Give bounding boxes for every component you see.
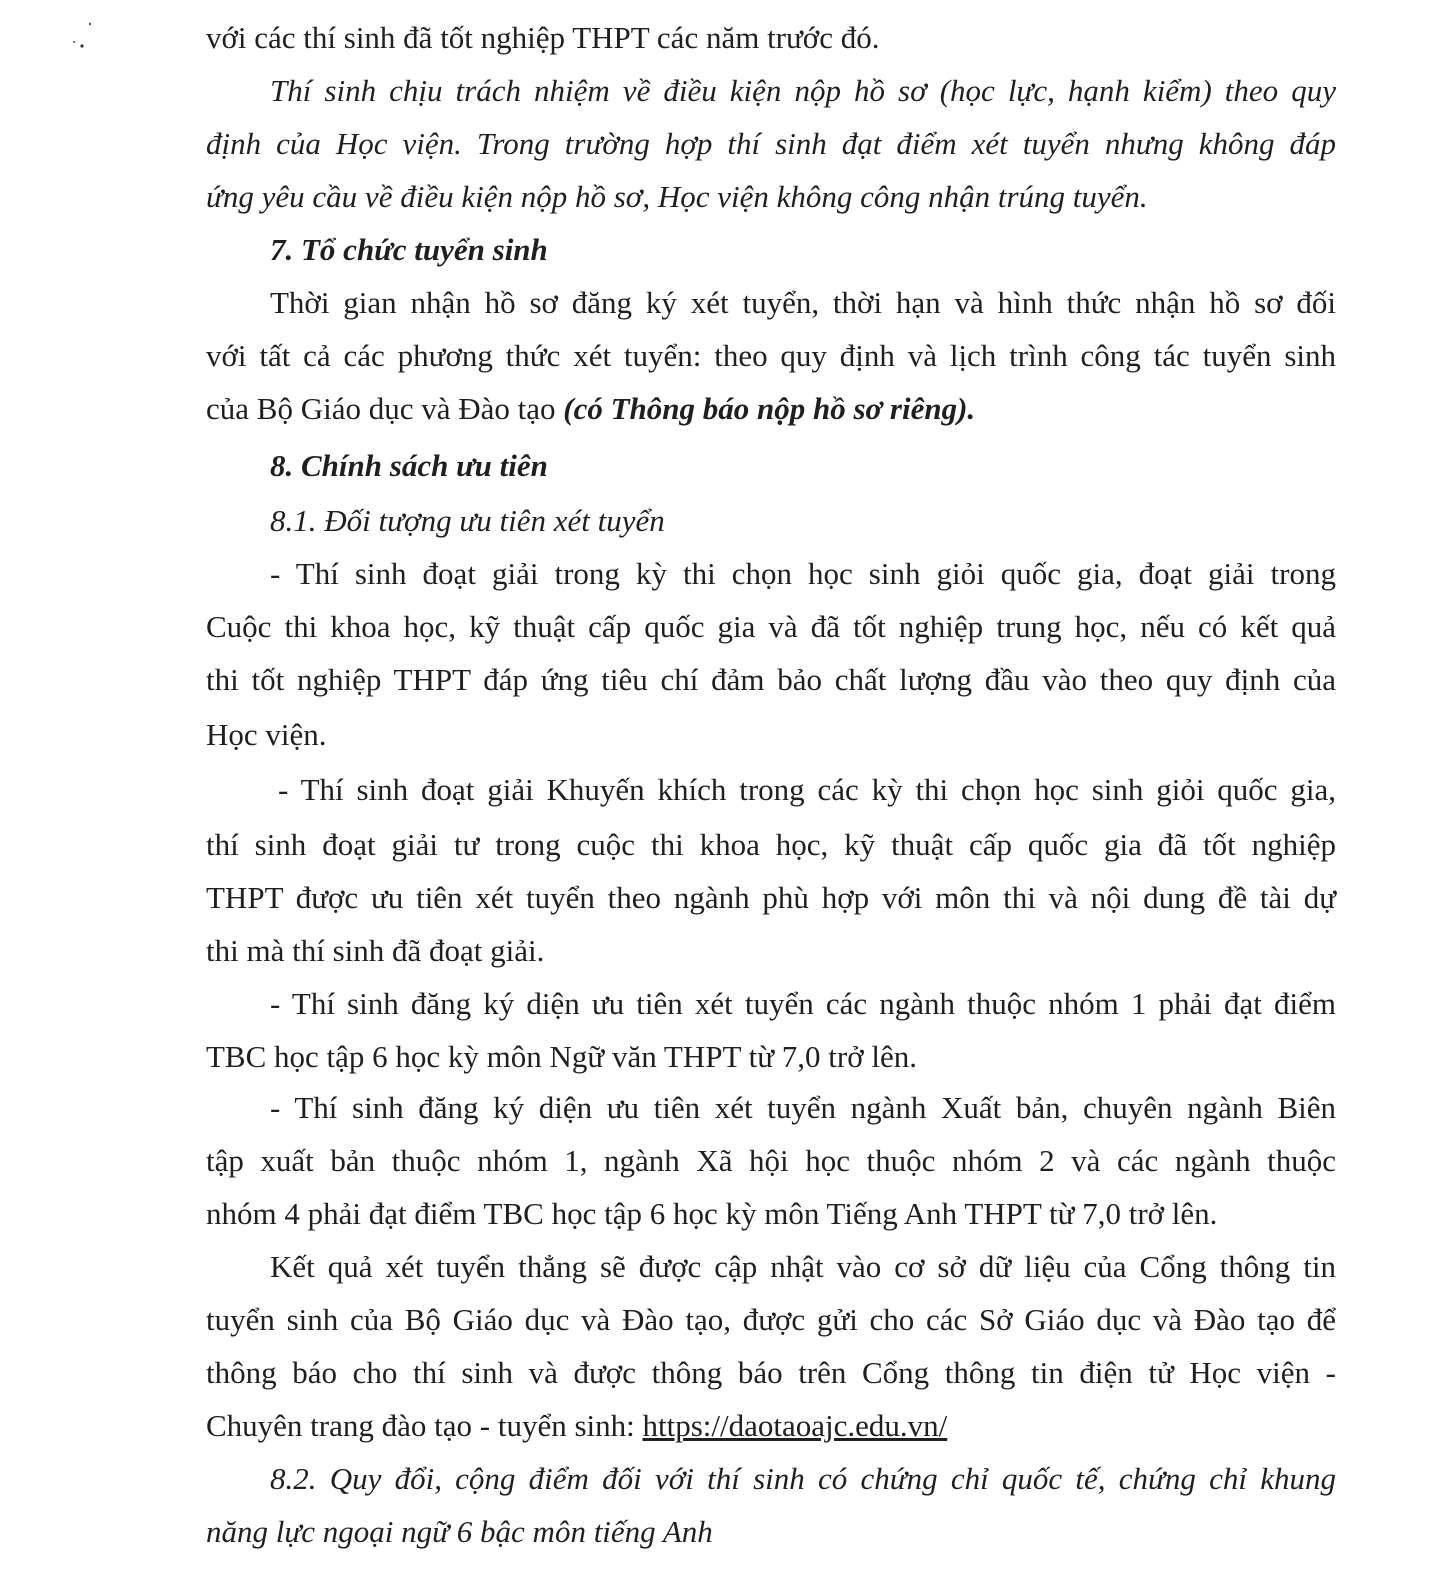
text-line: THPT được ưu tiên xét tuyển theo ngành phù hợp với môn thi và nội dung đề tài dự: [206, 880, 1336, 915]
text-emphasis: (có Thông báo nộp hồ sơ riêng).: [563, 391, 976, 426]
text-line: - Thí sinh đăng ký diện ưu tiên xét tuyển ngành Xuất bản, chuyên ngành Biên: [270, 1090, 1336, 1125]
text-line: [206, 389, 1336, 429]
text-line: thi tốt nghiệp THPT đáp ứng tiêu chí đảm bảo chất lượng đầu vào theo quy định của: [206, 662, 1336, 697]
text-line: - Thí sinh đăng ký diện ưu tiên xét tuyển các ngành thuộc nhóm 1 phải đạt điểm: [270, 986, 1336, 1021]
text-line: ứng yêu cầu về điều kiện nộp hồ sơ, Học viện không công nhận trúng tuyển.: [206, 179, 1148, 214]
subsection-heading: 8.1. Đối tượng ưu tiên xét tuyển: [270, 503, 665, 538]
text-line: thí sinh đoạt giải tư trong cuộc thi khoa học, kỹ thuật cấp quốc gia đã tốt nghiệp: [206, 827, 1336, 862]
text-line: - Thí sinh đoạt giải Khuyến khích trong các kỳ thi chọn học sinh giỏi quốc gia,: [278, 772, 1336, 807]
text-line: Thời gian nhận hồ sơ đăng ký xét tuyển, thời hạn và hình thức nhận hồ sơ đối: [270, 285, 1336, 320]
text-line: nhóm 4 phải đạt điểm TBC học tập 6 học kỳ môn Tiếng Anh THPT từ 7,0 trở lên.: [206, 1196, 1218, 1231]
text-line: Kết quả xét tuyển thẳng sẽ được cập nhật vào cơ sở dữ liệu của Cổng thông tin: [270, 1249, 1336, 1284]
text-line: Thí sinh chịu trách nhiệm về điều kiện nộp hồ sơ (học lực, hạnh kiểm) theo quy: [270, 73, 1336, 108]
text-line: với tất cả các phương thức xét tuyển: theo quy định và lịch trình công tác tuyển sinh: [206, 338, 1336, 373]
website-link[interactable]: https://daotaoajc.edu.vn/: [642, 1408, 948, 1443]
text-line: Học viện.: [206, 717, 327, 752]
subsection-heading: 8.2. Quy đổi, cộng điểm đối với thí sinh có chứng chỉ quốc tế, chứng chỉ khung: [270, 1461, 1336, 1496]
text-line: [206, 1406, 1336, 1446]
subsection-heading: năng lực ngoại ngữ 6 bậc môn tiếng Anh: [206, 1514, 713, 1549]
text-segment: của Bộ Giáo dục và Đào tạo: [206, 391, 564, 426]
section-heading: 8. Chính sách ưu tiên: [270, 448, 548, 483]
text-line: - Thí sinh đoạt giải trong kỳ thi chọn học sinh giỏi quốc gia, đoạt giải trong: [270, 556, 1336, 591]
section-heading: 7. Tổ chức tuyển sinh: [270, 232, 548, 267]
text-line: thông báo cho thí sinh và được thông báo trên Cổng thông tin điện tử Học viện -: [206, 1355, 1336, 1390]
scan-specks: [60, 20, 100, 60]
text-line: với các thí sinh đã tốt nghiệp THPT các năm trước đó.: [206, 20, 880, 55]
text-segment: Chuyên trang đào tạo - tuyển sinh:: [206, 1408, 643, 1443]
text-line: TBC học tập 6 học kỳ môn Ngữ văn THPT từ 7,0 trở lên.: [206, 1039, 917, 1074]
text-line: định của Học viện. Trong trường hợp thí sinh đạt điểm xét tuyển nhưng không đáp: [206, 126, 1336, 161]
text-line: tuyển sinh của Bộ Giáo dục và Đào tạo, được gửi cho các Sở Giáo dục và Đào tạo để: [206, 1302, 1336, 1337]
text-line: thi mà thí sinh đã đoạt giải.: [206, 933, 545, 968]
text-line: Cuộc thi khoa học, kỹ thuật cấp quốc gia và đã tốt nghiệp trung học, nếu có kết quả: [206, 609, 1336, 644]
text-line: tập xuất bản thuộc nhóm 1, ngành Xã hội học thuộc nhóm 2 và các ngành thuộc: [206, 1143, 1336, 1178]
